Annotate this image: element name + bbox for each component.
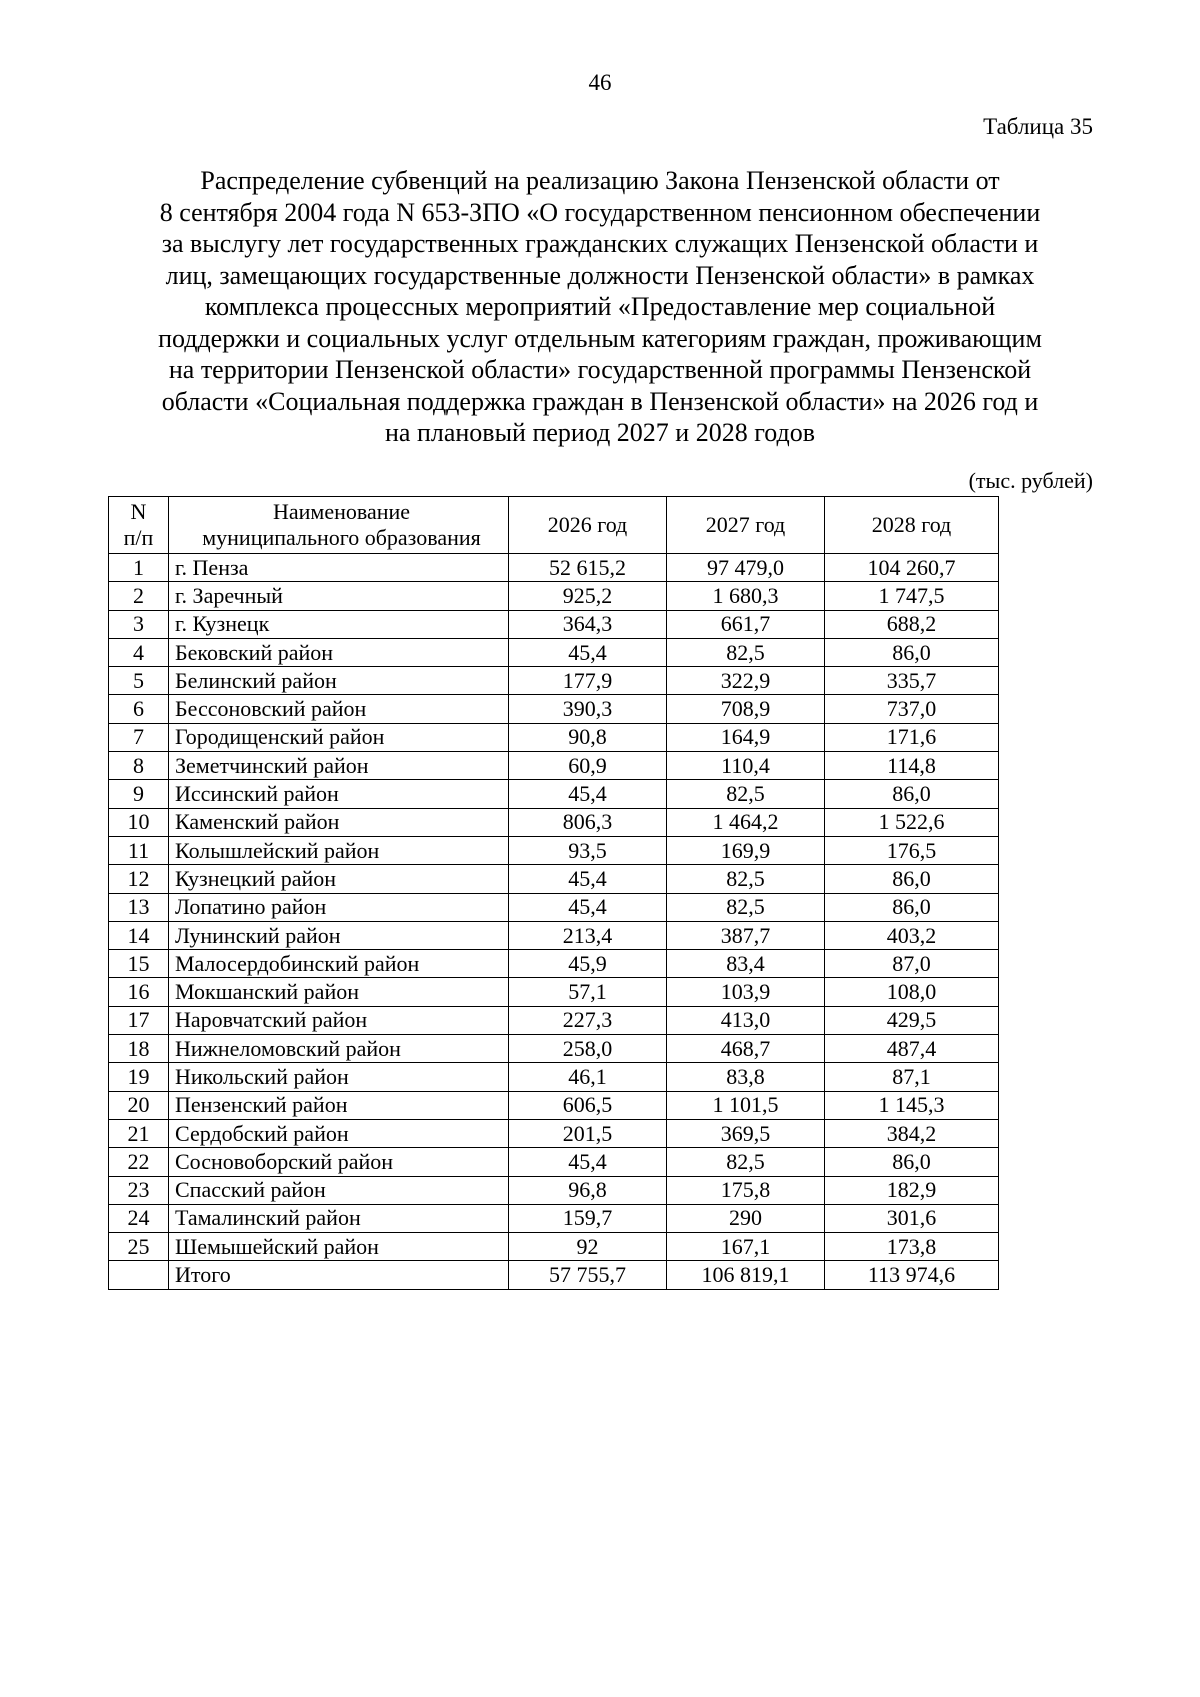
table-row (109, 921, 999, 949)
value-2027: 175,8 (667, 1176, 825, 1204)
municipality-name: Итого (169, 1261, 509, 1289)
value-2027: 110,4 (667, 752, 825, 780)
table-row (109, 865, 999, 893)
row-number: 14 (109, 921, 169, 949)
value-2026: 52 615,2 (509, 554, 667, 582)
table-row (109, 893, 999, 921)
header-name-line2: муниципального образования (202, 525, 481, 550)
value-2027: 387,7 (667, 921, 825, 949)
value-2027: 83,8 (667, 1063, 825, 1091)
table-row (109, 695, 999, 723)
value-2026: 606,5 (509, 1091, 667, 1119)
value-2027: 369,5 (667, 1119, 825, 1147)
value-2026: 45,4 (509, 893, 667, 921)
value-2027: 1 680,3 (667, 582, 825, 610)
title-line: поддержки и социальных услуг отдельным категориям граждан, проживающим (158, 323, 1042, 353)
row-number: 7 (109, 723, 169, 751)
value-2028: 301,6 (825, 1204, 999, 1232)
value-2028: 86,0 (825, 1148, 999, 1176)
value-2026: 45,4 (509, 1148, 667, 1176)
value-2026: 60,9 (509, 752, 667, 780)
municipality-name: г. Заречный (169, 582, 509, 610)
row-number: 5 (109, 667, 169, 695)
value-2026: 390,3 (509, 695, 667, 723)
municipality-name: Лопатино район (169, 893, 509, 921)
document-title (100, 165, 1100, 449)
value-2028: 487,4 (825, 1035, 999, 1063)
municipality-name: Сердобский район (169, 1119, 509, 1147)
title-line: на плановый период 2027 и 2028 годов (385, 418, 815, 447)
row-number: 18 (109, 1035, 169, 1063)
table-row (109, 1148, 999, 1176)
page-number: 46 (588, 70, 612, 95)
value-2028: 176,5 (825, 836, 999, 864)
value-2027: 167,1 (667, 1233, 825, 1261)
table-row (109, 610, 999, 638)
row-number: 12 (109, 865, 169, 893)
table-row (109, 950, 999, 978)
title-line: комплекса процессных мероприятий «Предоставление мер социальной (204, 292, 996, 321)
value-2028: 1 522,6 (825, 808, 999, 836)
value-2026: 177,9 (509, 667, 667, 695)
value-2026: 45,4 (509, 865, 667, 893)
header-name (169, 497, 509, 554)
row-number: 23 (109, 1176, 169, 1204)
row-number: 8 (109, 752, 169, 780)
value-2028: 113 974,6 (825, 1261, 999, 1289)
table-row (109, 836, 999, 864)
value-2027: 82,5 (667, 1148, 825, 1176)
value-2027: 661,7 (667, 610, 825, 638)
value-2026: 90,8 (509, 723, 667, 751)
subvention-table (108, 496, 999, 1290)
value-2028: 86,0 (825, 893, 999, 921)
value-2027: 169,9 (667, 836, 825, 864)
value-2026: 96,8 (509, 1176, 667, 1204)
value-2026: 364,3 (509, 610, 667, 638)
total-row (109, 1261, 999, 1289)
value-2026: 57,1 (509, 978, 667, 1006)
value-2028: 384,2 (825, 1119, 999, 1147)
value-2028: 182,9 (825, 1176, 999, 1204)
municipality-name: Бековский район (169, 638, 509, 666)
value-2028: 1 747,5 (825, 582, 999, 610)
table-row (109, 638, 999, 666)
municipality-name: Колышлейский район (169, 836, 509, 864)
header-number-line1: N (130, 499, 147, 524)
value-2027: 103,9 (667, 978, 825, 1006)
value-2028: 688,2 (825, 610, 999, 638)
value-2028: 104 260,7 (825, 554, 999, 582)
municipality-name: Спасский район (169, 1176, 509, 1204)
table-row (109, 1063, 999, 1091)
value-2026: 258,0 (509, 1035, 667, 1063)
municipality-name: Шемышейский район (169, 1233, 509, 1261)
row-number: 13 (109, 893, 169, 921)
table-row (109, 1119, 999, 1147)
value-2028: 335,7 (825, 667, 999, 695)
row-number: 24 (109, 1204, 169, 1232)
row-number: 11 (109, 836, 169, 864)
row-number: 19 (109, 1063, 169, 1091)
units-note: (тыс. рублей) (968, 468, 1093, 493)
row-number: 4 (109, 638, 169, 666)
title-line: 8 сентября 2004 года N 653-ЗПО «О государственном пенсионном обеспечении (159, 197, 1041, 227)
value-2028: 171,6 (825, 723, 999, 751)
municipality-name: Тамалинский район (169, 1204, 509, 1232)
municipality-name: Кузнецкий район (169, 865, 509, 893)
value-2026: 45,4 (509, 780, 667, 808)
value-2027: 322,9 (667, 667, 825, 695)
value-2027: 708,9 (667, 695, 825, 723)
value-2026: 213,4 (509, 921, 667, 949)
table-row (109, 752, 999, 780)
municipality-name: Никольский район (169, 1063, 509, 1091)
header-2028: 2028 год (825, 497, 999, 554)
row-number: 17 (109, 1006, 169, 1034)
municipality-name: Каменский район (169, 808, 509, 836)
row-number: 22 (109, 1148, 169, 1176)
value-2028: 114,8 (825, 752, 999, 780)
value-2026: 93,5 (509, 836, 667, 864)
value-2027: 82,5 (667, 893, 825, 921)
value-2027: 83,4 (667, 950, 825, 978)
table-row (109, 1006, 999, 1034)
value-2027: 1 464,2 (667, 808, 825, 836)
title-line: за выслугу лет государственных гражданских служащих Пензенской области и (161, 229, 1039, 258)
header-name-line1: Наименование (272, 499, 411, 524)
row-number: 20 (109, 1091, 169, 1119)
table-body (109, 554, 999, 1290)
value-2027: 413,0 (667, 1006, 825, 1034)
municipality-name: Бессоновский район (169, 695, 509, 723)
table-row (109, 667, 999, 695)
title-line: лиц, замещающих государственные должности Пензенской области» в рамках (165, 260, 1035, 290)
table-label: Таблица 35 (983, 114, 1093, 139)
value-2026: 45,4 (509, 638, 667, 666)
value-2027: 164,9 (667, 723, 825, 751)
value-2026: 227,3 (509, 1006, 667, 1034)
municipality-name: Сосновоборский район (169, 1148, 509, 1176)
value-2028: 87,0 (825, 950, 999, 978)
value-2027: 106 819,1 (667, 1261, 825, 1289)
header-2026: 2026 год (509, 497, 667, 554)
title-line: области «Социальная поддержка граждан в Пензенской области» на 2026 год и (161, 386, 1039, 416)
municipality-name: Земетчинский район (169, 752, 509, 780)
row-number (109, 1261, 169, 1289)
value-2026: 925,2 (509, 582, 667, 610)
value-2027: 1 101,5 (667, 1091, 825, 1119)
title-line: на территории Пензенской области» государственной программы Пензенской (168, 355, 1032, 384)
municipality-name: Наровчатский район (169, 1006, 509, 1034)
value-2028: 403,2 (825, 921, 999, 949)
municipality-name: Пензенский район (169, 1091, 509, 1119)
municipality-name: Мокшанский район (169, 978, 509, 1006)
row-number: 21 (109, 1119, 169, 1147)
municipality-name: Лунинский район (169, 921, 509, 949)
municipality-name: Иссинский район (169, 780, 509, 808)
row-number: 10 (109, 808, 169, 836)
value-2028: 429,5 (825, 1006, 999, 1034)
row-number: 1 (109, 554, 169, 582)
row-number: 6 (109, 695, 169, 723)
table-row (109, 1091, 999, 1119)
row-number: 2 (109, 582, 169, 610)
municipality-name: Малосердобинский район (169, 950, 509, 978)
table-row (109, 1204, 999, 1232)
value-2026: 92 (509, 1233, 667, 1261)
value-2027: 468,7 (667, 1035, 825, 1063)
value-2028: 173,8 (825, 1233, 999, 1261)
value-2026: 57 755,7 (509, 1261, 667, 1289)
value-2028: 737,0 (825, 695, 999, 723)
row-number: 3 (109, 610, 169, 638)
row-number: 25 (109, 1233, 169, 1261)
municipality-name: г. Пенза (169, 554, 509, 582)
value-2027: 82,5 (667, 638, 825, 666)
header-number (109, 497, 169, 554)
table-row (109, 554, 999, 582)
value-2027: 82,5 (667, 780, 825, 808)
table-row (109, 582, 999, 610)
row-number: 9 (109, 780, 169, 808)
municipality-name: Городищенский район (169, 723, 509, 751)
table-row (109, 780, 999, 808)
table-row (109, 723, 999, 751)
table-row (109, 1233, 999, 1261)
value-2026: 46,1 (509, 1063, 667, 1091)
table-row (109, 1176, 999, 1204)
value-2028: 86,0 (825, 780, 999, 808)
table-header-row (109, 497, 999, 554)
municipality-name: г. Кузнецк (169, 610, 509, 638)
row-number: 15 (109, 950, 169, 978)
value-2028: 1 145,3 (825, 1091, 999, 1119)
value-2028: 87,1 (825, 1063, 999, 1091)
row-number: 16 (109, 978, 169, 1006)
value-2026: 45,9 (509, 950, 667, 978)
title-line: Распределение субвенций на реализацию Закона Пензенской области от (200, 166, 1000, 195)
value-2027: 82,5 (667, 865, 825, 893)
municipality-name: Белинский район (169, 667, 509, 695)
table-row (109, 808, 999, 836)
table-row (109, 1035, 999, 1063)
header-2027: 2027 год (667, 497, 825, 554)
value-2026: 806,3 (509, 808, 667, 836)
header-number-line2: п/п (123, 525, 154, 550)
value-2028: 86,0 (825, 865, 999, 893)
table-row (109, 978, 999, 1006)
value-2027: 290 (667, 1204, 825, 1232)
value-2027: 97 479,0 (667, 554, 825, 582)
value-2026: 201,5 (509, 1119, 667, 1147)
municipality-name: Нижнеломовский район (169, 1035, 509, 1063)
value-2026: 159,7 (509, 1204, 667, 1232)
value-2028: 86,0 (825, 638, 999, 666)
value-2028: 108,0 (825, 978, 999, 1006)
